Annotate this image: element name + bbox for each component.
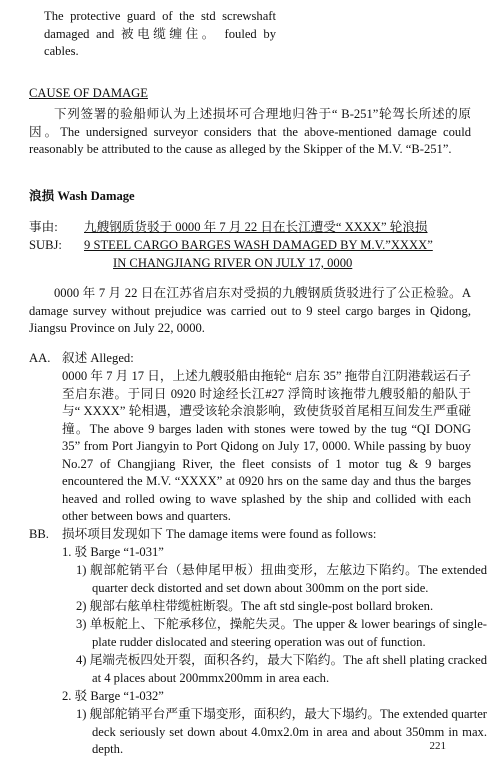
subject-en-line-2: IN CHANGJIANG RIVER ON JULY 17, 0000 [113, 256, 353, 270]
subject-en-line-1: 9 STEEL CARGO BARGES WASH DAMAGED BY M.V.”XXXX” [84, 238, 433, 252]
barge-2-item-1: 1) 舰部舵销平台严重下塌变形，面积约，最大下塌约。The extended quarter deck seriously set down about 4.0mx2.0m in area and about 350mm in max. depth. [76, 707, 487, 756]
section-aa-title: 叙述 Alleged: [62, 351, 134, 365]
section-bb-label: BB. [29, 527, 49, 541]
subject-en-label: SUBJ: [29, 238, 62, 252]
cause-heading: CAUSE OF DAMAGE [29, 86, 148, 100]
fragment-paragraph: The protective guard of the std screwshaft damaged and 被电缆缠住。 fouled by cables. [44, 9, 276, 58]
barge-2-heading: 2. 驳 Barge “1-032” [62, 689, 164, 703]
cause-paragraph: 下列签署的验船师认为上述损坏可合理地归咎于“ B-251”轮驾长所述的原因。The undersigned surveyor considers that the above-mentioned damage could reasonably be attributed to the cause as alleged by the Skipper of the M.V. “B-251”. [29, 107, 471, 156]
barge-1-item-1: 1) 舰部舵销平台（悬伸尾甲板）扭曲变形，左舷边下陷约。The extended quarter deck distorted and set down about 300mm on the port side. [76, 563, 487, 595]
wash-heading: 浪损 Wash Damage [29, 189, 135, 203]
page-number: 221 [429, 740, 446, 752]
subject-cn-text: 九艘钢质货驳于 0000 年 7 月 22 日在长江遭受“ XXXX” 轮浪损 [84, 220, 428, 234]
subject-cn-label: 事由: [29, 220, 58, 234]
barge-1-item-4: 4) 尾端壳板四处开裂，面积各约，最大下陷约。The aft shell plating cracked at 4 places about 200mmx200mm in area each. [76, 653, 487, 685]
section-aa-paragraph: 0000 年 7 月 17 日，上述九艘驳船由拖轮“ 启东 35” 拖带自江阴港载运石子至启东港。于同日 0920 时途经长江#27 浮筒时该拖带九艘驳船的船队于与“ XXXX” 轮相遇，遭受该轮余浪影响，致使货驳首尾相互间发生严重碰撞。The above 9 barges laden with stones were towed by the tug “QI DONG 35” from Port Jiangyin to Port Qidong on July 17, 0000. While passing by buoy No.27 of Changjiang River, the fleet consists of 1 motor tug & 9 barges encountered the M.V. “XXXX” at 0920 hrs on the same day and thus the barges heaved and rolled owing to wave splashed by the ship and collided with each other between bows and quarters. [62, 369, 471, 523]
section-aa-label: AA. [29, 351, 51, 365]
barge-1-item-2: 2) 舰部右舷单柱带缆桩断裂。The aft std single-post bollard broken. [76, 599, 434, 613]
barge-1-item-3: 3) 单板舵上、下舵承移位，操舵失灵。The upper & lower bearings of single-plate rudder dislocated and steering operation was out of function. [76, 617, 487, 649]
barge-1-heading: 1. 驳 Barge “1-031” [62, 545, 164, 559]
survey-intro-paragraph: 0000 年 7 月 22 日在江苏省启东对受损的九艘钢质货驳进行了公正检验。A damage survey without prejudice was carried out to 9 steel cargo barges in Qidong, Jiangsu Province on July 22, 0000. [29, 286, 471, 335]
section-bb-title: 损坏项目发现如下 The damage items were found as follows: [62, 527, 377, 541]
